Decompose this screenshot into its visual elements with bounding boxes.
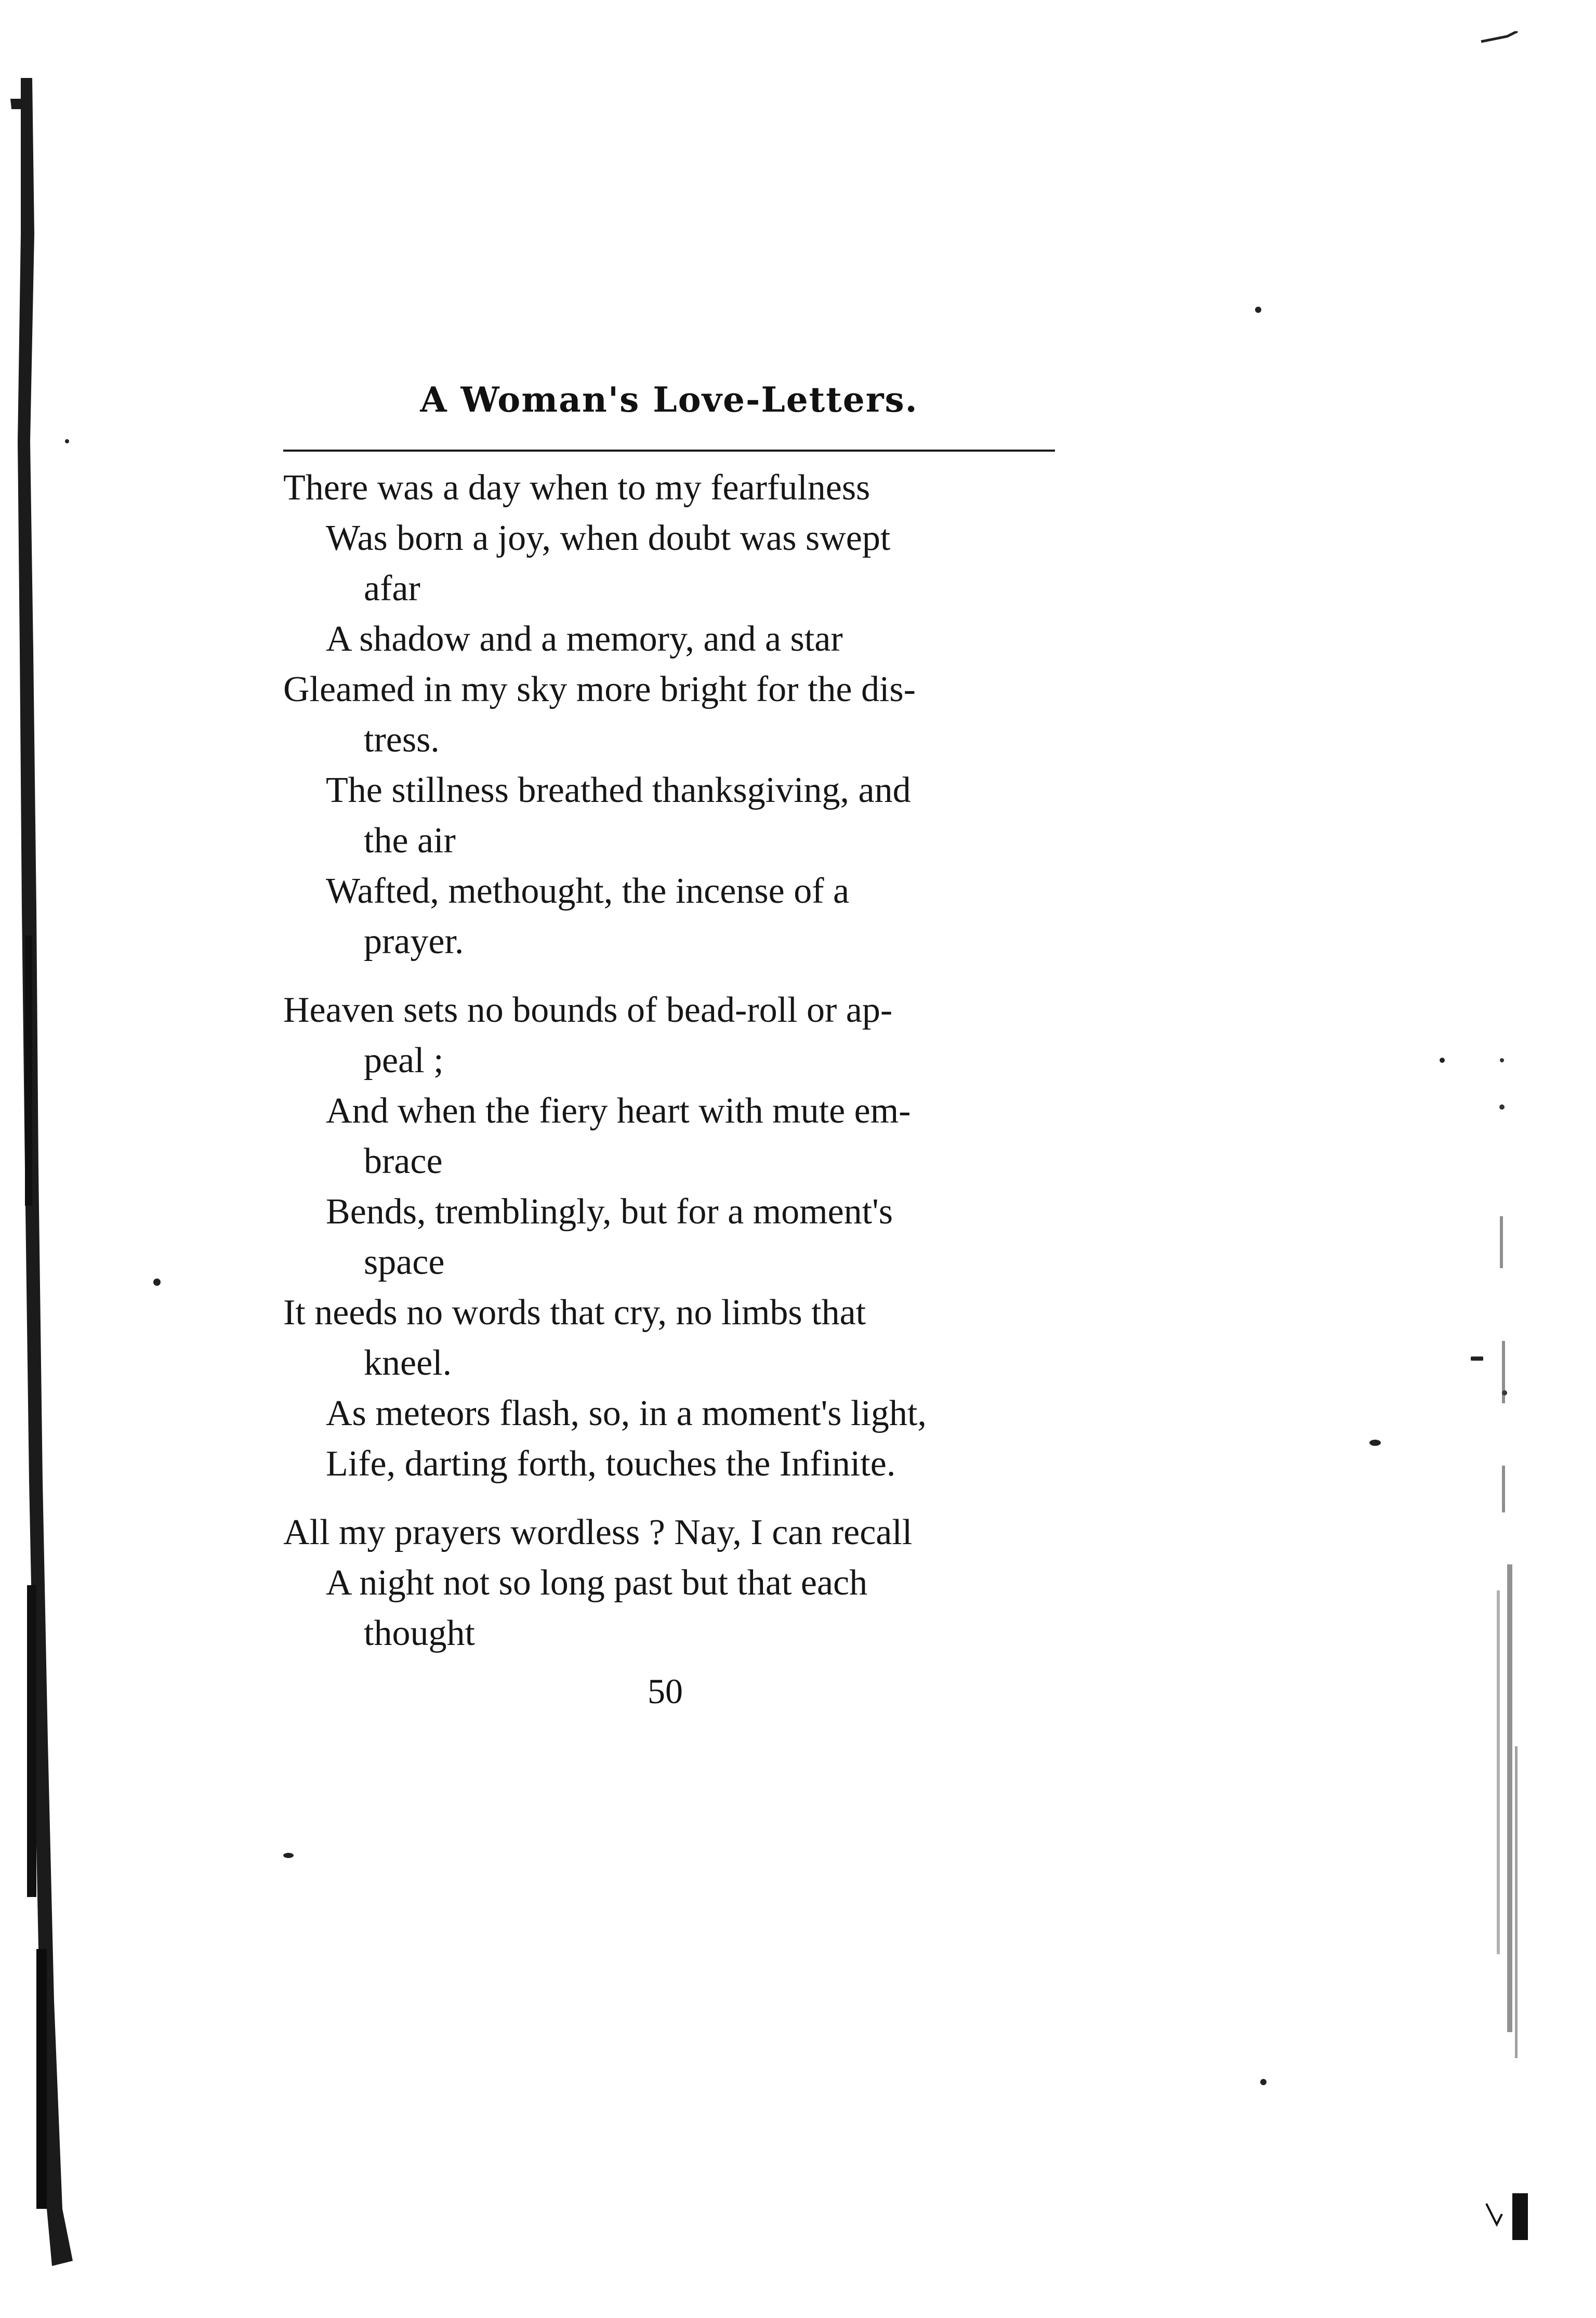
paper-speck [1471, 1356, 1483, 1361]
poem-line: Was born a joy, when doubt was swept [326, 518, 891, 558]
poem-line: prayer. [364, 921, 464, 962]
poem-line: And when the fiery heart with mute em- [326, 1091, 911, 1131]
right-edge-specks [1466, 31, 1596, 2287]
poem-line: kneel. [364, 1343, 452, 1383]
poem-line: Heaven sets no bounds of bead-roll or ap- [283, 990, 893, 1030]
poem-line: afar [364, 569, 420, 609]
poem-line: the air [364, 821, 456, 861]
poem-line: Bends, tremblingly, but for a moment's [326, 1192, 893, 1232]
paper-speck [1369, 1440, 1381, 1446]
poem-line: Gleamed in my sky more bright for the dis- [283, 669, 916, 709]
poem-line: space [364, 1242, 445, 1282]
poem-line: peal ; [364, 1041, 444, 1081]
paper-speck [283, 1853, 294, 1858]
paper-speck [1260, 2079, 1267, 2085]
poem-line: thought [364, 1613, 475, 1653]
poem-line: There was a day when to my fearfulness [283, 468, 870, 508]
poem-line: Life, darting forth, touches the Infinite. [326, 1444, 896, 1484]
paper-speck [153, 1279, 161, 1286]
poem-line: tress. [364, 720, 440, 760]
poem-line: A shadow and a memory, and a star [326, 619, 843, 659]
poem-line: A night not so long past but that each [326, 1563, 868, 1603]
paper-speck [65, 439, 69, 443]
poem-line: The stillness breathed thanksgiving, and [326, 770, 911, 810]
poem-line: It needs no words that cry, no limbs that [283, 1293, 866, 1333]
paper-speck [1255, 307, 1261, 313]
running-head: A Woman's Love-Letters. [420, 379, 918, 420]
poem-line: As meteors flash, so, in a moment's light, [326, 1393, 927, 1433]
poem-line: Wafted, methought, the incense of a [326, 871, 850, 911]
page-number: 50 [648, 1671, 683, 1711]
paper-speck [1440, 1058, 1445, 1063]
binding-edge-shadow [0, 78, 83, 2271]
running-head-rule [283, 450, 1055, 452]
poem-line: All my prayers wordless ? Nay, I can recall [283, 1512, 913, 1552]
poem-line: brace [364, 1141, 443, 1181]
